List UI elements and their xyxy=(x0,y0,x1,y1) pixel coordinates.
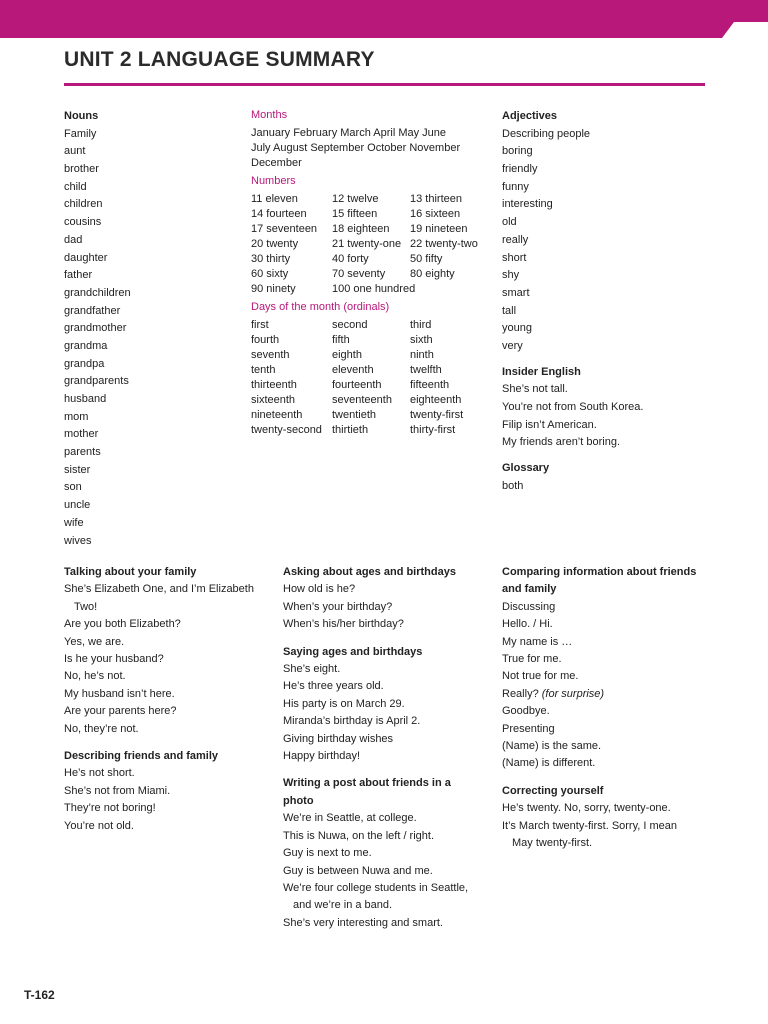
saying-ages-list xyxy=(283,661,488,765)
discussing-item: True for me. xyxy=(502,653,562,666)
describing-people-subheading: Describing people xyxy=(502,127,591,140)
noun-item: grandfather xyxy=(64,304,121,317)
page-number: T-162 xyxy=(24,988,55,1002)
noun-item: dad xyxy=(64,233,83,246)
ordinal-cell: tenth xyxy=(251,364,276,376)
ordinal-cell: eighteenth xyxy=(410,394,462,406)
noun-item: aunt xyxy=(64,145,86,158)
number-cell: 90 ninety xyxy=(251,283,296,295)
adjective-item: boring xyxy=(502,145,533,158)
number-cell: 80 eighty xyxy=(410,268,455,280)
ordinal-cell: twentieth xyxy=(332,409,377,421)
describing-item: She’s not from Miami. xyxy=(64,784,171,797)
correcting-line: He’s twenty. No, sorry, twenty-one. xyxy=(502,802,671,815)
asking-item: When’s your birthday? xyxy=(283,600,393,613)
describing-item: They’re not boring! xyxy=(64,802,156,815)
nouns-heading: Nouns xyxy=(64,110,99,122)
adjective-item: tall xyxy=(502,304,517,317)
describing-friends-heading: Describing friends and family xyxy=(64,750,219,763)
asking-ages-heading: Asking about ages and birthdays xyxy=(283,566,456,578)
adjective-item: friendly xyxy=(502,163,538,176)
comparing-heading-line-1: Comparing information about friends xyxy=(502,566,697,578)
goodbye-line: Goodbye. xyxy=(502,705,550,718)
number-cell: 22 twenty-two xyxy=(410,238,478,250)
discussing-item: My name is … xyxy=(502,635,573,648)
nouns-list xyxy=(64,143,234,550)
noun-item: sister xyxy=(64,463,91,476)
number-cell: 14 fourteen xyxy=(251,208,307,220)
writing-post-heading-line-2: photo xyxy=(283,794,314,807)
post-line: We’re four college students in Seattle, xyxy=(283,881,469,894)
presenting-item: (Name) is different. xyxy=(502,757,596,770)
writing-post-heading-line-1: Writing a post about friends in a xyxy=(283,777,451,790)
ordinal-cell: nineteenth xyxy=(251,409,303,421)
ordinal-cell: third xyxy=(410,319,432,331)
number-cell: 17 seventeen xyxy=(251,223,318,235)
discussing-list xyxy=(502,616,712,686)
noun-item: grandpa xyxy=(64,357,105,370)
really-line xyxy=(502,686,712,703)
presenting-list xyxy=(502,738,712,773)
ordinal-cell: thirty-first xyxy=(410,424,456,436)
ordinal-cell: first xyxy=(251,319,269,331)
noun-item: father xyxy=(64,269,93,282)
noun-item: uncle xyxy=(64,499,91,512)
describing-item: He’s not short. xyxy=(64,767,135,780)
number-cell xyxy=(410,282,490,297)
adjective-item: short xyxy=(502,251,527,264)
number-cell: 30 thirty xyxy=(251,253,291,265)
noun-item: son xyxy=(64,481,82,494)
page-title: UNIT 2 LANGUAGE SUMMARY xyxy=(64,48,375,71)
ordinal-cell: sixth xyxy=(410,334,433,346)
noun-item: grandparents xyxy=(64,375,129,388)
ordinal-cell: twenty-second xyxy=(251,424,322,436)
talking-line: Are you both Elizabeth? xyxy=(64,618,181,631)
describing-item: You’re not old. xyxy=(64,819,134,832)
ordinal-cell: eleventh xyxy=(332,364,374,376)
number-cell: 60 sixty xyxy=(251,268,289,280)
saying-item: She’s eight. xyxy=(283,663,341,676)
saying-item: Miranda’s birthday is April 2. xyxy=(283,715,421,728)
talking-line: Is he your husband? xyxy=(64,653,164,666)
insider-item: She’s not tall. xyxy=(502,383,568,396)
noun-item: cousins xyxy=(64,216,102,229)
noun-item: brother xyxy=(64,163,99,176)
ordinal-cell: second xyxy=(332,319,368,331)
numbers-grid xyxy=(251,192,496,297)
adjective-item: shy xyxy=(502,269,520,282)
writing-post-heading xyxy=(283,775,488,810)
comparing-heading xyxy=(502,564,712,599)
correcting-line: May twenty-first. xyxy=(512,837,593,850)
talking-line: My husband isn’t here. xyxy=(64,687,175,700)
insider-item: You’re not from South Korea. xyxy=(502,401,644,413)
post-line: Guy is between Nuwa and me. xyxy=(283,864,433,877)
insider-english-heading: Insider English xyxy=(502,365,581,378)
months-numbers-section xyxy=(251,108,496,438)
adjective-item: old xyxy=(502,216,517,229)
presenting-item: (Name) is the same. xyxy=(502,740,602,753)
noun-item: grandma xyxy=(64,339,108,352)
saying-item: Giving birthday wishes xyxy=(283,732,394,745)
discussing-item: Hello. / Hi. xyxy=(502,618,553,631)
asking-ages-list xyxy=(283,581,488,633)
number-cell: 20 twenty xyxy=(251,238,299,250)
correcting-line: It’s March twenty-first. Sorry, I mean xyxy=(502,819,678,832)
noun-item: children xyxy=(64,198,103,211)
months-line-1: January February March April May June xyxy=(251,127,447,139)
comparing-section xyxy=(502,564,712,853)
adjective-item: very xyxy=(502,339,523,352)
adjective-item: interesting xyxy=(502,198,553,211)
saying-item: His party is on March 29. xyxy=(283,697,405,710)
ordinal-cell: fifth xyxy=(332,334,350,346)
ordinal-cell: sixteenth xyxy=(251,394,296,406)
saying-item: Happy birthday! xyxy=(283,750,361,763)
asking-item: When’s his/her birthday? xyxy=(283,618,404,631)
correcting-heading: Correcting yourself xyxy=(502,784,604,797)
discussing-subheading: Discussing xyxy=(502,600,556,613)
saying-ages-heading: Saying ages and birthdays xyxy=(283,645,423,658)
talking-family-section xyxy=(64,564,269,835)
noun-item: mother xyxy=(64,428,99,441)
ordinal-cell: twelfth xyxy=(410,364,442,376)
months-line-3: December xyxy=(251,157,302,169)
noun-item: grandmother xyxy=(64,322,127,335)
adjective-item: young xyxy=(502,322,532,335)
glossary-list xyxy=(502,478,712,496)
number-cell: 16 sixteen xyxy=(410,208,461,220)
ordinal-cell: seventh xyxy=(251,349,290,361)
nouns-section xyxy=(64,108,234,550)
noun-item: wives xyxy=(64,534,92,547)
insider-item: My friends aren’t boring. xyxy=(502,436,620,449)
post-line: We’re in Seattle, at college. xyxy=(283,812,417,825)
post-line: Guy is next to me. xyxy=(283,847,372,860)
adjectives-heading: Adjectives xyxy=(502,110,558,122)
post-line: and we’re in a band. xyxy=(293,899,393,912)
describing-friends-list xyxy=(64,765,269,835)
adjective-item: smart xyxy=(502,286,530,299)
number-cell: 50 fifty xyxy=(410,253,443,265)
number-cell: 13 thirteen xyxy=(410,193,462,205)
ordinal-cell: fifteenth xyxy=(410,379,450,391)
ordinals-grid xyxy=(251,318,496,438)
asking-item: How old is he? xyxy=(283,583,356,596)
adjective-item: really xyxy=(502,233,529,246)
number-cell: 11 eleven xyxy=(251,193,298,205)
number-cell: 15 fifteen xyxy=(332,208,378,220)
top-banner xyxy=(0,0,768,38)
talking-family-heading: Talking about your family xyxy=(64,566,197,578)
post-line: This is Nuwa, on the left / right. xyxy=(283,829,435,842)
presenting-subheading: Presenting xyxy=(502,722,555,735)
noun-item: husband xyxy=(64,393,107,405)
number-cell: 19 nineteen xyxy=(410,223,468,235)
ordinals-heading: Days of the month (ordinals) xyxy=(251,301,390,313)
ordinal-cell: eighth xyxy=(332,349,362,361)
ordinal-cell: thirteenth xyxy=(251,379,297,391)
ordinal-cell: thirtieth xyxy=(332,424,369,436)
ages-birthdays-section xyxy=(283,564,488,932)
saying-item: He’s three years old. xyxy=(283,680,384,693)
noun-item: daughter xyxy=(64,251,108,264)
noun-item: child xyxy=(64,180,87,193)
post-line: She’s very interesting and smart. xyxy=(283,916,443,929)
number-cell: 40 forty xyxy=(332,253,369,265)
number-cell: 21 twenty-one xyxy=(332,238,402,250)
talking-line: Are your parents here? xyxy=(64,705,177,718)
talking-line: Yes, we are. xyxy=(64,635,125,648)
talking-line: No, they’re not. xyxy=(64,722,139,735)
ordinal-cell: ninth xyxy=(410,349,434,361)
ordinal-cell: twenty-first xyxy=(410,409,464,421)
talking-line: No, he’s not. xyxy=(64,670,126,683)
glossary-heading: Glossary xyxy=(502,462,550,475)
talking-line: She’s Elizabeth One, and I’m Elizabeth xyxy=(64,583,254,596)
number-cell: 70 seventy xyxy=(332,268,386,280)
number-cell: 18 eighteen xyxy=(332,223,390,235)
noun-item: mom xyxy=(64,410,89,423)
insider-english-list xyxy=(502,381,712,452)
number-cell: 100 one hundred xyxy=(332,283,416,295)
adjective-item: funny xyxy=(502,180,529,193)
really-note: (for surprise) xyxy=(541,687,605,700)
comparing-heading-line-2: and family xyxy=(502,583,557,596)
numbers-heading: Numbers xyxy=(251,175,296,187)
months-line-2: July August September October November xyxy=(251,142,461,154)
family-subheading: Family xyxy=(64,127,97,140)
months-heading: Months xyxy=(251,109,288,121)
noun-item: grandchildren xyxy=(64,286,131,299)
title-rule xyxy=(64,83,705,86)
ordinal-cell: seventeenth xyxy=(332,394,392,406)
ordinal-cell: fourth xyxy=(251,334,280,346)
adjectives-list xyxy=(502,143,712,355)
noun-item: wife xyxy=(64,516,84,529)
glossary-item: both xyxy=(502,479,524,492)
insider-item: Filip isn’t American. xyxy=(502,418,597,431)
noun-item: parents xyxy=(64,446,101,459)
number-cell: 12 twelve xyxy=(332,193,379,205)
adjectives-section xyxy=(502,108,712,495)
ordinal-cell: fourteenth xyxy=(332,379,382,391)
talking-line: Two! xyxy=(74,600,98,613)
discussing-item: Not true for me. xyxy=(502,670,579,683)
really-text: Really? xyxy=(502,687,539,700)
